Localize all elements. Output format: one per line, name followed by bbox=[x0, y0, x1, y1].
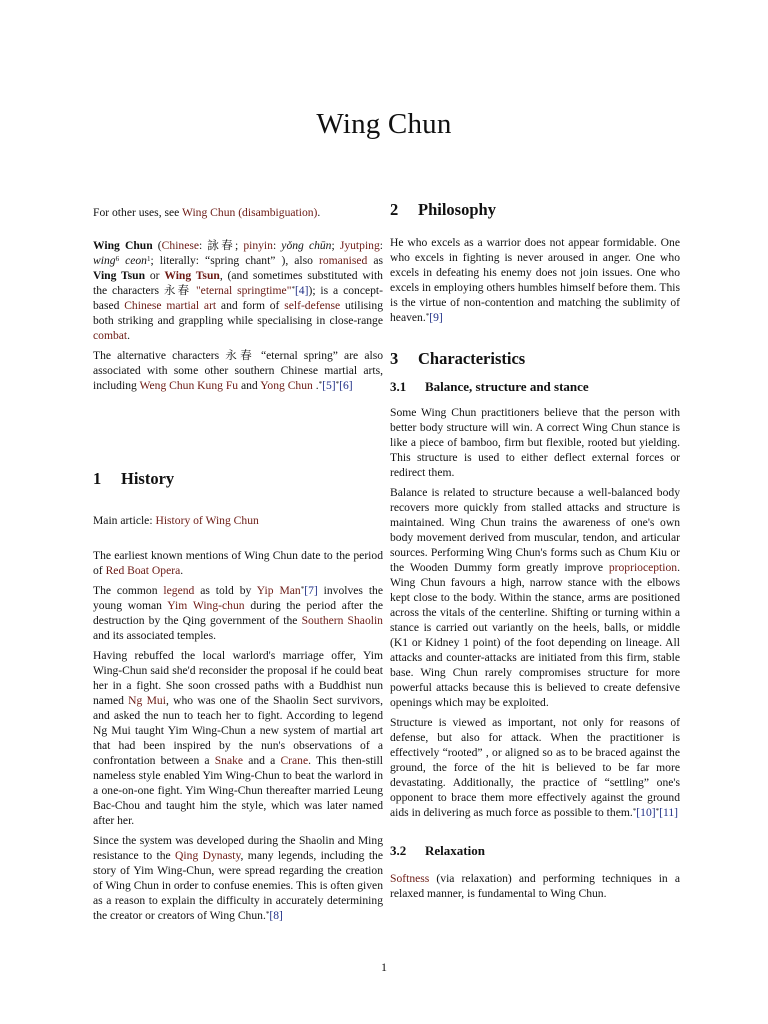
subsection-balance-heading bbox=[390, 378, 680, 395]
link-red-boat-opera[interactable]: Red Boat Opera bbox=[105, 564, 181, 577]
link-softness[interactable]: Softness bbox=[390, 872, 430, 885]
jyutping-text: wing bbox=[93, 254, 116, 267]
link-romanised[interactable]: romanised bbox=[319, 254, 368, 267]
citation-marker: * bbox=[291, 285, 295, 293]
main-article-note bbox=[93, 513, 383, 528]
text-run: , (and sometimes substituted with the characters 永春 bbox=[93, 269, 383, 297]
citation-marker: * bbox=[632, 807, 637, 815]
text-run: , many legends, including the story of Yim Wing-Chun, were spread regarding the creation of Wing Chun in order to confuse enemies. This is often given as a reason to explain the difficulty in accurately determining the creator or creators of Wing Chun. bbox=[93, 849, 383, 922]
citation-10[interactable]: [10] bbox=[636, 806, 656, 819]
text-run: ( bbox=[152, 239, 162, 252]
section-number: 3 bbox=[390, 349, 399, 368]
subsection-relaxation-heading bbox=[390, 842, 680, 859]
citation-marker: * bbox=[318, 380, 323, 388]
citation-marker: * bbox=[265, 910, 270, 918]
text-run: or bbox=[145, 269, 165, 282]
text-run: . bbox=[312, 379, 319, 392]
text-run: The common bbox=[93, 584, 164, 597]
citation-marker: * bbox=[425, 312, 430, 320]
history-paragraph-2 bbox=[93, 583, 383, 643]
right-column bbox=[390, 200, 680, 901]
section-history-heading bbox=[93, 469, 383, 489]
text-run: and a bbox=[243, 754, 281, 767]
text-run: Since the system was developed during the Shaolin and Ming resistance to the bbox=[93, 834, 383, 862]
left-column bbox=[93, 200, 383, 923]
link-yong-chun[interactable]: Yong Chun bbox=[260, 379, 313, 392]
link-legend[interactable]: legend bbox=[163, 584, 195, 597]
disambiguation-note bbox=[93, 205, 383, 220]
text-run: ); is a concept-based bbox=[93, 284, 383, 312]
intro-paragraph-1 bbox=[93, 238, 383, 343]
text-run: The earliest known mentions of Wing Chun date to the period of bbox=[93, 549, 383, 577]
pinyin-text: yǒng chūn bbox=[281, 239, 332, 252]
main-article-prefix: Main article: bbox=[93, 514, 156, 527]
text-run: . bbox=[127, 329, 131, 342]
citation-4[interactable]: [4] bbox=[294, 284, 309, 297]
text-run: Having rebuffed the local warlord's marriage offer, Yim Wing-Chun said she'd reconsider the proposal if he could beat her in a fight. She soon crossed paths with a Buddhist nun named bbox=[93, 649, 383, 707]
subsection-title: Balance, structure and stance bbox=[425, 379, 589, 394]
text-run: . Wing Chun favours a high, narrow stance with the elbows kept close to the body. Within the stance, arms are positioned across the vitals of the centerline. Shifting or turning within a stance is carried out variantly on the heels, balls, or middle (K1 or Kidney 1 point) of the foot depending on lineage. All attacks and counter-attacks are initiated from this firm, stable base. Wing Chun rarely compromises structure for more powerful attacks because this is believed to create defensive openings which may be exploited. bbox=[390, 561, 680, 709]
subsection-number: 3.2 bbox=[390, 843, 407, 858]
link-yip-man[interactable]: Yip Man bbox=[256, 584, 301, 597]
text-run: ; bbox=[331, 239, 340, 252]
text-run: as bbox=[367, 254, 383, 267]
link-crane[interactable]: Crane bbox=[280, 754, 309, 767]
link-southern-shaolin[interactable]: Southern Shaolin bbox=[301, 614, 383, 627]
disambiguation-prefix: For other uses, see bbox=[93, 206, 182, 219]
balance-paragraph-2 bbox=[390, 485, 680, 710]
section-characteristics-heading bbox=[390, 349, 680, 369]
section-number: 2 bbox=[390, 200, 399, 219]
text-run: The alternative characters 永春 “eternal spring” are also associated with some other southern Chinese martial arts, including bbox=[93, 349, 383, 392]
text-run: He who excels as a warrior does not appear formidable. One who excels in fighting is never aroused in anger. One who excels in defeating his enemy does not join issues. One who excels in employing others humbles himself before them. This is the virtue of non-contention and matching the sublimity of heaven. bbox=[390, 236, 680, 324]
text-run: , who was one of the Shaolin Sect survivors, and asked the nun to teach her to fight. According to legend Ng Mui taught Yim Wing-Chun a new system of martial art that had been inspired by the nun's observations of a confrontation between a bbox=[93, 694, 383, 767]
link-self-defense[interactable]: self-defense bbox=[284, 299, 341, 312]
citation-11[interactable]: [11] bbox=[659, 806, 678, 819]
link-chinese[interactable]: Chinese bbox=[161, 239, 200, 252]
tone-mark: 6 bbox=[115, 255, 120, 263]
section-title: Philosophy bbox=[418, 200, 496, 219]
text-run: during the period after the destruction by the Qing government of the bbox=[93, 599, 384, 627]
text-run: . This then-still nameless style enabled Yim Wing-Chun to beat the warlord in a one-on-one fight. Yim Wing-Chun thereafter married Leung Bac-Chou and taught him the style, which was later named after her. bbox=[93, 754, 383, 827]
citation-6[interactable]: [6] bbox=[339, 379, 353, 392]
citation-marker: * bbox=[655, 807, 660, 815]
citation-marker: * bbox=[335, 380, 340, 388]
link-ng-mui[interactable]: Ng Mui bbox=[128, 694, 166, 707]
philosophy-paragraph bbox=[390, 235, 680, 325]
term-wing-chun: Wing Chun bbox=[93, 239, 153, 252]
text-run: : bbox=[272, 239, 282, 252]
citation-5[interactable]: [5] bbox=[322, 379, 336, 392]
page-title: Wing Chun bbox=[316, 108, 452, 140]
link-jyutping[interactable]: Jyutping bbox=[339, 239, 380, 252]
citation-9[interactable]: [9] bbox=[429, 311, 443, 324]
link-proprioception[interactable]: proprioception bbox=[608, 561, 678, 574]
balance-paragraph-3 bbox=[390, 715, 680, 820]
link-qing-dynasty[interactable]: Qing Dynasty bbox=[175, 849, 241, 862]
section-philosophy-heading bbox=[390, 200, 680, 220]
text-run: (via relaxation) and performing techniques in a relaxed manner, is fundamental to Wing Chun. bbox=[390, 872, 680, 900]
link-combat[interactable]: combat bbox=[93, 329, 128, 342]
history-paragraph-4 bbox=[93, 833, 383, 923]
text-run: Balance is related to structure because a well-balanced body recovers more quickly from stalled attacks and structure is maintained. Wing Chun trains the awareness of one's own body movement derived from muscular, tendon, and articular sources. Performing Wing Chun's forms such as Chum Kiu or the Wooden Dummy form greatly improve bbox=[390, 486, 680, 574]
text-run: as told by bbox=[194, 584, 257, 597]
link-weng-chun-kung-fu[interactable]: Weng Chun Kung Fu bbox=[139, 379, 239, 392]
history-paragraph-1 bbox=[93, 548, 383, 578]
subsection-title: Relaxation bbox=[425, 843, 485, 858]
disambiguation-suffix: . bbox=[317, 206, 321, 219]
text-run: and bbox=[238, 379, 261, 392]
intro-paragraph-2 bbox=[93, 348, 383, 393]
disambiguation-link[interactable]: Wing Chun (disambiguation) bbox=[181, 206, 318, 219]
link-wing-tsun[interactable]: Wing Tsun bbox=[164, 269, 220, 282]
text-run: utilising both striking and grappling while specialising in close-range bbox=[93, 299, 384, 327]
text-run: : 詠春; bbox=[199, 239, 244, 252]
citation-7[interactable]: [7] bbox=[304, 584, 318, 597]
link-yim-wing-chun[interactable]: Yim Wing-chun bbox=[167, 599, 245, 612]
section-title: Characteristics bbox=[418, 349, 526, 368]
link-pinyin[interactable]: pinyin bbox=[243, 239, 273, 252]
text-run: . bbox=[180, 564, 184, 577]
text-run: Structure is viewed as important, not only for reasons of defense, but also for attack. When the practitioner is effectively “rooted” , or aligned so as to be braced against the ground, the force of the hit is believed to be far more devastating. Additionally, the practice of “settling” one's opponent to brace them more effectively against the ground aids in delivering as much force as possible to them. bbox=[390, 716, 680, 819]
text-run: and form of bbox=[216, 299, 285, 312]
link-eternal-springtime[interactable]: "eternal springtime" bbox=[195, 284, 292, 297]
subsection-number: 3.1 bbox=[390, 379, 407, 394]
text-run: and its associated temples. bbox=[93, 629, 216, 642]
text-run: : bbox=[379, 239, 384, 252]
section-number: 1 bbox=[93, 469, 102, 488]
section-title: History bbox=[121, 469, 175, 488]
jyutping-text: ceon bbox=[119, 254, 147, 267]
term-ving-tsun: Ving Tsun bbox=[93, 269, 146, 282]
link-snake[interactable]: Snake bbox=[214, 754, 244, 767]
history-paragraph-3 bbox=[93, 648, 383, 828]
text-run: involves the young woman bbox=[93, 584, 383, 612]
link-history-of-wing-chun[interactable]: History of Wing Chun bbox=[155, 514, 259, 527]
page-number: 1 bbox=[381, 960, 387, 974]
tone-mark: 1 bbox=[146, 255, 151, 263]
citation-marker: * bbox=[300, 585, 305, 593]
link-chinese-martial-art[interactable]: Chinese martial art bbox=[124, 299, 217, 312]
balance-paragraph-1: Some Wing Chun practitioners believe that the person with better body structure will win. A correct Wing Chun stance is like a piece of bamboo, firm but flexible, rooted but yielding. This structure is used to either deflect external forces or redirect them. bbox=[390, 406, 680, 479]
relaxation-paragraph bbox=[390, 871, 680, 901]
text-run: ; literally: “spring chant” ), also bbox=[150, 254, 319, 267]
citation-8[interactable]: [8] bbox=[269, 909, 283, 922]
